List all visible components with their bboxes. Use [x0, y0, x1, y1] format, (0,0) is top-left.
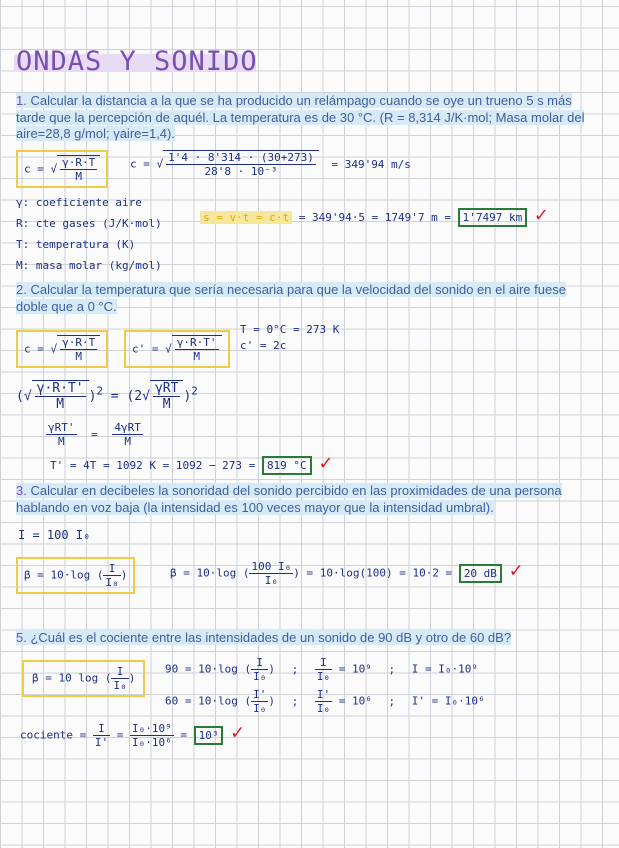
ratio-answer: 10³ — [194, 726, 224, 745]
decibel-line-2: 60 = 10·log ( $\frac{I'}{\text{I₀}}$ ) ; $\frac{I'}{\text{I₀}}$ = 10⁶ ; I' = I₀·10⁶ — [165, 688, 485, 715]
simplified-equation: $\frac{\text{γRT'}}{M}$ = $\frac{\text{4γRT}}{M}$ — [48, 421, 141, 448]
page-title: ONDAS Y SONIDO — [16, 46, 258, 77]
loudness-calculation: β = 10·log ( $\frac{\text{100 I₀}}{\text{I₀}}$ ) = 10·log(100) = 10·2 = 20 dB ✓ — [170, 560, 524, 587]
question-5 — [16, 630, 596, 647]
question-1-text: Calcular la distancia a la que se ha producido un relámpago cuando se oye un trueno 5 s más tarde que la percepción de aquél. La temperatura es de 30 °C. (R = 8,314 J/K·mol; Masa molar del aire=28,8 g/mol; γaire=1,4). — [16, 93, 585, 141]
question-2-number: 2. — [16, 282, 27, 297]
check-icon: ✓ — [508, 560, 524, 582]
speed-formula-box-3: c' = √ $\frac{\gamma\cdot R\cdot T'}{M}$ — [124, 330, 230, 368]
temperature-result: T' = 4T = 1092 K = 1092 − 273 = 819 °C ✓ — [50, 453, 334, 474]
loudness-answer: 20 dB — [459, 564, 502, 583]
question-2 — [16, 282, 596, 315]
speed-formula-box-2: c = √ $\frac{\gamma\cdot R\cdot T}{M}$ — [16, 330, 108, 368]
check-icon: ✓ — [230, 722, 246, 744]
question-5-number: 5. — [16, 630, 27, 645]
question-3-text: Calcular en decibeles la sonoridad del sonido percibido en las proximidades de una persona hablando en voz baja (la intensidad es 100 veces mayor que la intensidad umbral). — [16, 483, 562, 515]
check-icon: ✓ — [533, 205, 549, 226]
distance-answer: 1'7497 km — [458, 208, 528, 227]
question-3 — [16, 483, 596, 516]
squared-equation: (√ $\frac{\gamma\cdot R\cdot T'}{M}$ )$^2$ = (2√ $\frac{\text{γRT}}{M}$ )$^2$ — [16, 381, 198, 412]
question-1 — [16, 93, 596, 143]
loudness-formula-box: β = 10·log ( $\frac{I}{\text{I₀}}$ ) — [16, 557, 135, 594]
speed-formula-box: c = √ $\frac{\gamma\cdot R\cdot T}{M}$ — [16, 150, 108, 188]
variable-legend: γ: coeficiente aire R: cte gases (J/K·mol) T: temperatura (K) M: masa molar (kg/mol) — [16, 196, 162, 272]
question-5-text: ¿Cuál es el cociente entre las intensidades de un sonido de 90 dB y otro de 60 dB? — [26, 630, 512, 645]
temperature-answer: 819 °C — [262, 456, 312, 475]
decibel-line-1: 90 = 10·log ( $\frac{I}{\text{I₀}}$ ) ; $\frac{I}{\text{I₀}}$ = 10⁹ ; I = I₀·10⁹ — [165, 656, 478, 683]
decibel-formula-box: β = 10 log ( $\frac{I}{\text{I₀}}$ ) — [22, 660, 145, 697]
check-icon: ✓ — [318, 453, 334, 474]
question-3-number: 3. — [16, 483, 27, 498]
given-values: T = 0°C = 273 K c' = 2c — [240, 323, 340, 352]
question-1-number: 1. — [16, 93, 27, 108]
speed-calculation: c = √ $\frac{1'4 \cdot 8'314 \cdot (30+273)}{\text{28'8 · 10⁻³}}$ = 349'94 m/s — [130, 151, 411, 178]
question-2-text: Calcular la temperatura que sería necesaria para que la velocidad del sonido en el aire fuese doble que a 0 °C. — [16, 282, 566, 314]
ratio-calculation: cociente = $\frac{I}{I'}$ = $\frac{\text{I₀·10⁹}}{\text{I₀·10⁶}}$ = 10³ ✓ — [20, 722, 246, 749]
intensity-given: I = 100 I₀ — [18, 528, 91, 542]
distance-calculation: s = v·t = c·t = 349'94·5 = 1749'7 m = 1'7497 km ✓ — [200, 205, 549, 226]
